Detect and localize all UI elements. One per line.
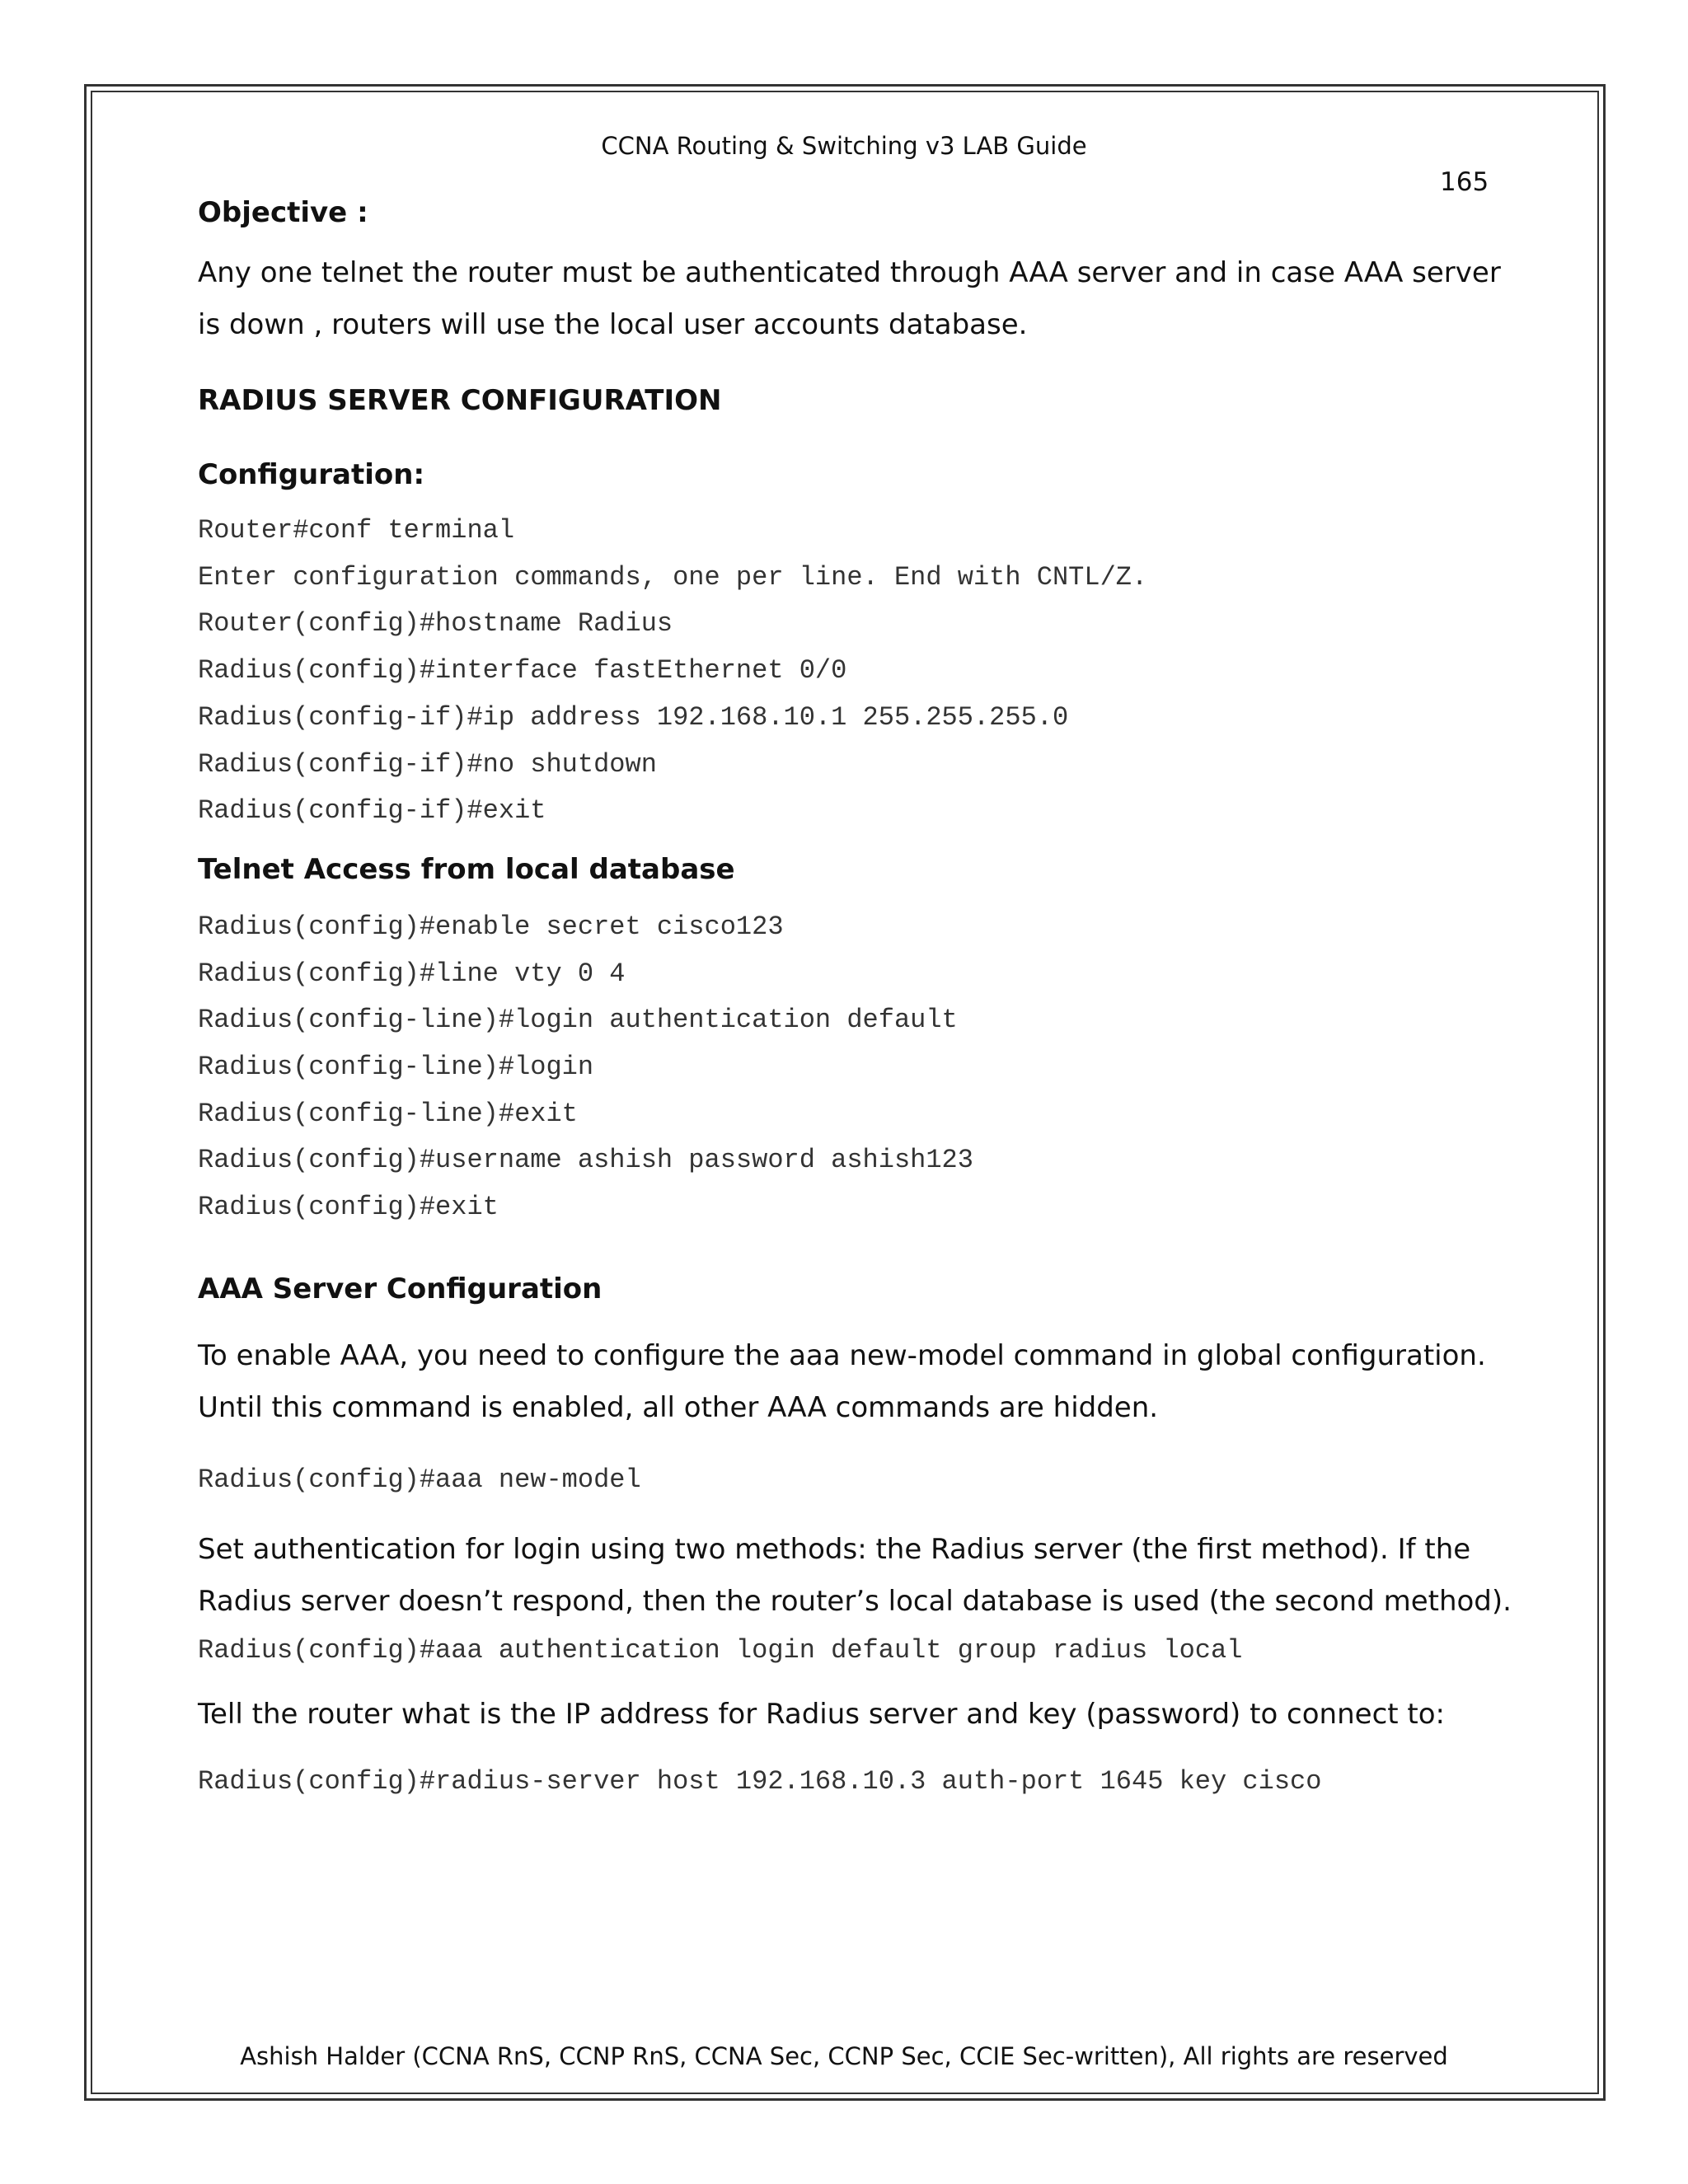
paragraph-line: is down , routers will use the local user accounts database. bbox=[198, 308, 1028, 341]
code-line: Radius(config)#aaa new-model bbox=[198, 1464, 641, 1495]
code-line: Radius(config)#enable secret cisco123 bbox=[198, 911, 784, 942]
code-line: Radius(config)#line vty 0 4 bbox=[198, 958, 626, 989]
page-header: CCNA Routing & Switching v3 LAB Guide bbox=[601, 132, 1087, 160]
code-line: Radius(config-line)#login authentication default bbox=[198, 1005, 958, 1036]
paragraph-line: Set authentication for login using two methods: the Radius server (the first method). If the bbox=[198, 1532, 1471, 1566]
objective-text bbox=[198, 247, 1533, 351]
code-line: Radius(config-line)#exit bbox=[198, 1098, 578, 1129]
telnet-commands bbox=[198, 904, 1533, 1231]
code-line: Radius(config-if)#no shutdown bbox=[198, 748, 657, 780]
page-footer: Ashish Halder (CCNA RnS, CCNP RnS, CCNA Sec, CCNP Sec, CCIE Sec-written), All rights are reserved bbox=[240, 2042, 1448, 2070]
page-content bbox=[198, 196, 1533, 1806]
objective-heading: Objective : bbox=[198, 196, 368, 229]
configuration-heading: Configuration: bbox=[198, 458, 425, 491]
code-line: Router#conf terminal bbox=[198, 515, 515, 546]
aaa-intro bbox=[198, 1330, 1533, 1434]
aaa-auth-text bbox=[198, 1524, 1533, 1628]
code-line: Radius(config)#exit bbox=[198, 1192, 499, 1223]
code-line: Radius(config)#radius-server host 192.168.10.3 auth-port 1645 key cisco bbox=[198, 1766, 1322, 1797]
paragraph-line: To enable AAA, you need to configure the aaa new-model command in global configuration. bbox=[198, 1338, 1486, 1372]
code-line: Radius(config-line)#login bbox=[198, 1052, 594, 1083]
code-line: Radius(config-if)#ip address 192.168.10.1 255.255.255.0 bbox=[198, 701, 1069, 733]
paragraph-line: Until this command is enabled, all other AAA commands are hidden. bbox=[198, 1390, 1159, 1424]
code-line: Enter configuration commands, one per line. End with CNTL/Z. bbox=[198, 561, 1148, 593]
page-number: 165 bbox=[1440, 167, 1489, 197]
paragraph-line: Tell the router what is the IP address for Radius server and key (password) to connect to: bbox=[198, 1698, 1445, 1732]
radius-server-heading: RADIUS SERVER CONFIGURATION bbox=[198, 384, 722, 417]
code-line: Radius(config)#aaa authentication login default group radius local bbox=[198, 1634, 1243, 1666]
paragraph-line: Any one telnet the router must be authenticated through AAA server and in case AAA server bbox=[198, 256, 1501, 289]
configuration-commands bbox=[198, 508, 1533, 835]
aaa-heading: AAA Server Configuration bbox=[198, 1272, 603, 1305]
paragraph-line: Radius server doesn’t respond, then the router’s local database is used (the second method). bbox=[198, 1584, 1512, 1618]
code-line: Radius(config)#interface fastEthernet 0/0 bbox=[198, 655, 847, 687]
code-line: Radius(config)#username ashish password ashish123 bbox=[198, 1145, 973, 1176]
code-line: Radius(config-if)#exit bbox=[198, 795, 546, 827]
telnet-heading: Telnet Access from local database bbox=[198, 852, 735, 886]
code-line: Router(config)#hostname Radius bbox=[198, 608, 673, 640]
